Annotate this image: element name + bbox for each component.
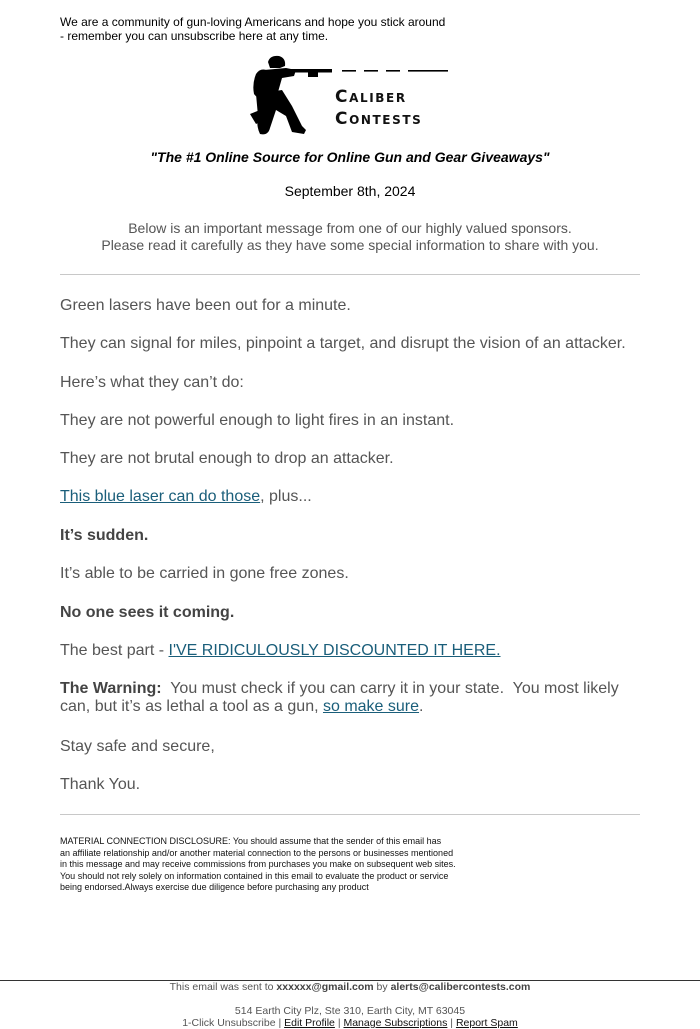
paragraph-3: Here’s what they can’t do:: [60, 374, 244, 391]
paragraph-10-prefix: The best part -: [60, 642, 169, 659]
sent-prefix: This email was sent to: [169, 981, 277, 993]
paragraph-4: They are not powerful enough to light fires in an instant.: [60, 412, 455, 429]
footer-separator: |: [447, 1017, 456, 1029]
intro-text: [60, 15, 480, 43]
paragraph-12: Stay safe and secure,: [60, 738, 215, 755]
edit-profile-link[interactable]: Edit Profile: [284, 1017, 335, 1029]
paragraph-1: Green lasers have been out for a minute.: [60, 297, 351, 314]
tagline: "The #1 Online Source for Online Gun and Gear Giveaways": [150, 149, 550, 165]
paragraph-2: They can signal for miles, pinpoint a target, and disrupt the vision of an attacker.: [60, 335, 626, 352]
disclosure-line-3: in this message and may receive commissions from purchases you make on subsequent web sites.: [60, 859, 456, 869]
disclosure-line-2: an affiliate relationship and/or another material connection to the persons or businesses mentioned: [60, 847, 454, 858]
intro-line-2: - remember you can unsubscribe here at any time.: [60, 29, 329, 43]
email-date: September 8th, 2024: [284, 183, 416, 199]
intro-line-1: We are a community of gun-loving Americans and hope you stick around: [60, 15, 446, 29]
brand-word-2: Contests: [335, 109, 423, 129]
warning-label: The Warning:: [60, 680, 162, 697]
report-spam-link[interactable]: Report Spam: [455, 1017, 518, 1029]
paragraph-7-bold: It’s sudden.: [60, 527, 149, 544]
sent-by: by: [373, 981, 391, 993]
paragraph-9: [60, 604, 640, 622]
divider-bottom: [60, 814, 640, 815]
paragraph-5: They are not brutal enough to drop an attacker.: [60, 450, 394, 467]
warning-text: You must check if you can carry it in your state. You most likely can, but it’s as lethal a tool as a gun,: [60, 680, 624, 715]
sponsor-line-2: Please read it carefully as they have some special information to share with you.: [101, 237, 599, 253]
paragraph-8: It’s able to be carried in gone free zones.: [60, 565, 349, 582]
disclosure-line-5: being endorsed.Always exercise due diligence before purchasing any product: [60, 882, 369, 892]
warning-end: .: [419, 698, 424, 715]
footer-address: 514 Earth City Plz, Ste 310, Earth City, MT 63045: [234, 1005, 466, 1017]
discount-link[interactable]: I'VE RIDICULOUSLY DISCOUNTED IT HERE.: [168, 642, 501, 659]
paragraph-11-warning: [60, 680, 640, 716]
disclosure-line-1: MATERIAL CONNECTION DISCLOSURE: You should assume that the sender of this email has: [60, 836, 442, 846]
paragraph-10: [60, 642, 640, 660]
paragraph-9-bold: No one sees it coming.: [60, 604, 235, 621]
recipient-email: xxxxxx@gmail.com: [276, 981, 374, 993]
paragraph-13: Thank You.: [60, 776, 141, 793]
footer-sent-to: [0, 981, 700, 993]
paragraph-7: [60, 527, 640, 545]
blue-laser-link[interactable]: This blue laser can do those: [60, 488, 261, 505]
brand-word-1: Caliber: [335, 87, 407, 107]
sponsor-notice: [0, 220, 700, 254]
make-sure-link[interactable]: so make sure: [322, 698, 420, 715]
manage-subscriptions-link[interactable]: Manage Subscriptions: [343, 1017, 448, 1029]
divider-top: [60, 274, 640, 275]
one-click-unsubscribe[interactable]: 1-Click Unsubscribe: [182, 1017, 276, 1029]
footer-links: [0, 1017, 700, 1029]
material-disclosure: [60, 836, 510, 894]
footer-separator: |: [334, 1017, 344, 1029]
sender-email: alerts@calibercontests.com: [390, 981, 531, 993]
footer-separator: |: [275, 1017, 285, 1029]
paragraph-6: [60, 488, 640, 506]
brand-name: [335, 86, 422, 130]
disclosure-line-4: You should not rely solely on information contained in this email to evaluate the product or service: [60, 870, 449, 881]
sponsor-line-1: Below is an important message from one of our highly valued sponsors.: [128, 220, 572, 236]
paragraph-6-rest: , plus...: [260, 488, 312, 505]
